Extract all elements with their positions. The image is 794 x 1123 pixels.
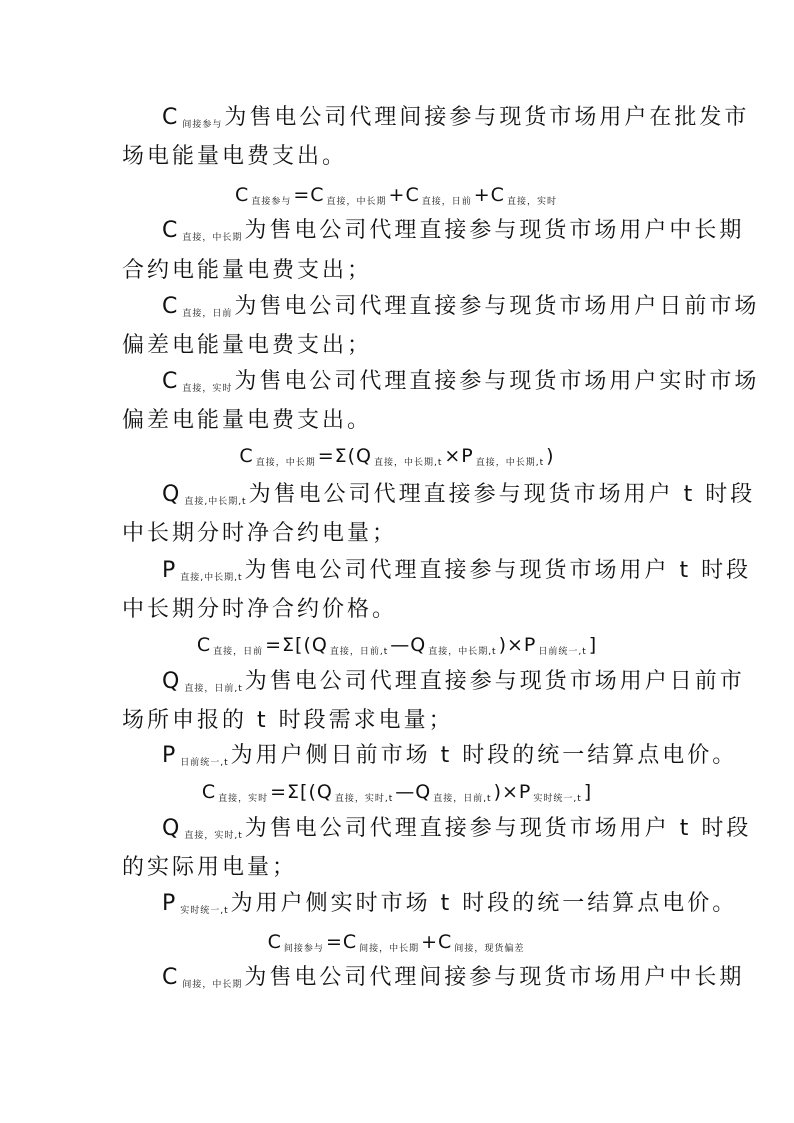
paragraph-line (162, 367, 794, 404)
text-run: C (162, 105, 181, 130)
text-run: ×P (444, 445, 474, 467)
subscript: 直接，中长期,t (475, 458, 545, 468)
subscript: 间接，中长期 (359, 944, 420, 954)
subscript: 直接，中长期 (182, 233, 243, 243)
subscript: 实时统一,t (180, 906, 229, 916)
subscript: 直接，中长期 (255, 458, 316, 468)
text-run: 为用户侧实时市场 t 时段的统一结算点电价。 (230, 891, 738, 916)
subscript: 直接参与 (251, 197, 292, 207)
text-run: Q (162, 482, 183, 507)
text-run: P (162, 558, 179, 583)
text-run: =C (293, 184, 325, 206)
paragraph-line (122, 331, 794, 361)
text-run: 偏差电能量电费支出。 (122, 408, 373, 433)
formula-line (0, 441, 794, 478)
paragraph-line (122, 595, 794, 625)
subscript: 直接，实时,t (184, 831, 243, 841)
text-run: 中长期分时净合约电量； (122, 521, 398, 546)
subscript: 直接,中长期,t (180, 573, 243, 583)
subscript: 直接，中长期,t (374, 458, 443, 468)
paragraph-line (162, 814, 794, 851)
text-run: 的实际用电量； (122, 855, 298, 880)
paragraph-line (162, 103, 794, 140)
subscript: 直接，中长期,t (428, 647, 497, 657)
text-run: P (162, 891, 179, 916)
paragraph-line (122, 142, 794, 172)
subscript: 直接，实时 (182, 384, 233, 394)
paragraph-line (162, 741, 794, 778)
subscript: 间接参与 (283, 944, 324, 954)
text-run: 场所申报的 t 时段需求电量； (122, 708, 454, 733)
subscript: 直接，日前 (182, 309, 233, 319)
text-run: =Σ[(Q (270, 781, 333, 803)
paragraph-line (162, 889, 794, 926)
text-run: 为售电公司代理间接参与现货市场用户中长期 (244, 965, 745, 990)
text-run: 为售电公司代理间接参与现货市场用户在批发市 (224, 105, 750, 130)
formula-line (0, 927, 794, 964)
text-run: )×P (493, 781, 532, 803)
subscript: 日前统一,t (180, 758, 229, 768)
text-run: 为售电公司代理直接参与现货市场用户实时市场 (234, 369, 760, 394)
text-run: 合约电能量电费支出； (122, 258, 373, 283)
text-run: C (162, 294, 181, 319)
text-run: =Σ(Q (317, 445, 372, 467)
text-run: C (196, 634, 212, 656)
subscript: 间接参与 (182, 120, 223, 130)
text-run: ) (546, 445, 555, 467)
text-run: —Q (390, 634, 427, 656)
subscript: 直接，日前,t (329, 647, 389, 657)
text-run: C (201, 781, 217, 803)
paragraph-line (122, 853, 794, 883)
text-run: 为用户侧日前市场 t 时段的统一结算点电价。 (230, 743, 738, 768)
text-run: )×P (498, 634, 537, 656)
subscript: 间接，现货偏差 (454, 944, 525, 954)
text-run: 中长期分时净合约价格。 (122, 597, 398, 622)
paragraph-line (122, 256, 794, 286)
text-run: C (235, 184, 250, 206)
paragraph-line (122, 706, 794, 736)
text-run: =C (325, 931, 358, 953)
subscript: 实时统一,t (533, 794, 582, 804)
text-run: 偏差电能量电费支出； (122, 333, 373, 358)
paragraph-line (162, 556, 794, 593)
text-run: ] (583, 781, 593, 803)
text-run: 为售电公司代理直接参与现货市场用户日前市场 (234, 294, 760, 319)
formula-line (0, 777, 794, 814)
text-run: C (162, 218, 181, 243)
text-run: P (162, 743, 179, 768)
text-run: Q (162, 816, 183, 841)
subscript: 直接，实时,t (334, 794, 394, 804)
text-run: +C (421, 931, 453, 953)
text-run: C (162, 369, 181, 394)
text-run: C (162, 965, 181, 990)
text-run: +C (388, 184, 420, 206)
text-run: —Q (395, 781, 432, 803)
paragraph-line (122, 406, 794, 436)
formula-line (0, 180, 794, 217)
paragraph-line (162, 292, 794, 329)
subscript: 直接，日前 (213, 647, 264, 657)
text-run: C (239, 445, 254, 467)
paragraph-line (162, 480, 794, 517)
subscript: 日前统一,t (538, 647, 587, 657)
subscript: 直接，中长期 (326, 197, 387, 207)
text-run: Q (162, 669, 183, 694)
text-run: 为售电公司代理直接参与现货市场用户中长期 (244, 218, 745, 243)
paragraph-line (162, 963, 794, 1000)
paragraph-line (162, 667, 794, 704)
subscript: 直接，日前,t (433, 794, 492, 804)
subscript: 直接，日前,t (184, 684, 243, 694)
text-run: =Σ[(Q (265, 634, 328, 656)
text-run: 为售电公司代理直接参与现货市场用户 t 时段 (244, 816, 752, 841)
text-run: 为售电公司代理直接参与现货市场用户 t 时段 (244, 558, 752, 583)
subscript: 直接,中长期,t (184, 497, 247, 507)
text-run: +C (473, 184, 505, 206)
text-run: ] (588, 634, 598, 656)
text-run: 场电能量电费支出。 (122, 144, 348, 169)
subscript: 间接，中长期 (182, 980, 243, 990)
paragraph-line (162, 216, 794, 253)
subscript: 直接，实时 (506, 197, 557, 207)
formula-line (0, 630, 794, 667)
text-run: C (267, 931, 282, 953)
paragraph-line (122, 519, 794, 549)
text-run: 为售电公司代理直接参与现货市场用户日前市 (244, 669, 745, 694)
subscript: 直接，实时 (218, 794, 269, 804)
text-run: 为售电公司代理直接参与现货市场用户 t 时段 (248, 482, 756, 507)
subscript: 直接，日前 (421, 197, 472, 207)
